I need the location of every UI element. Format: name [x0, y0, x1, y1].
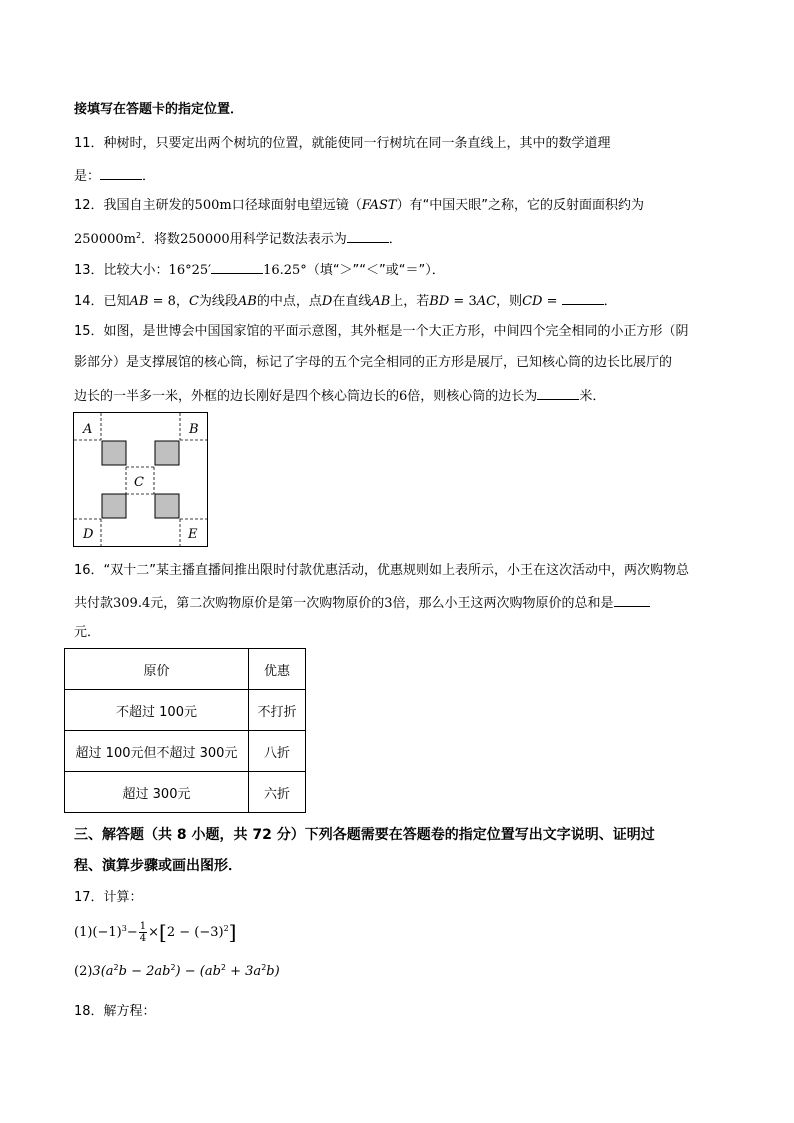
q14-q: = [542, 294, 562, 309]
q14-e: 为线段 [198, 294, 238, 309]
table-row [65, 772, 306, 813]
core-tube-bottom-left [102, 494, 126, 518]
label-b: B [189, 422, 199, 437]
q17-p2-s3: 2 [220, 963, 226, 972]
q14-d: C [188, 294, 199, 309]
table-cell: 不打折 [249, 690, 306, 731]
q14-n: AC [476, 294, 497, 309]
q16-line3: 元． [74, 625, 101, 640]
q11-line2 [74, 166, 155, 186]
q14-p: CD [522, 294, 543, 309]
q15-text-a: 边长的一半多一米，外框的边长刚好是四个核心筒边长的 [74, 389, 400, 404]
fraction-denominator: 4 [139, 933, 147, 944]
q14-c: = 8， [148, 294, 189, 309]
q18-title: 18．解方程： [74, 1004, 156, 1019]
q14-g: 的中点，点 [256, 294, 322, 309]
table-cell: 六折 [249, 772, 306, 813]
q16-answer-blank [614, 593, 650, 607]
q12-text-e: ）有“中国天眼”之称，它的反射面面积约为 [396, 198, 645, 213]
q14-b: AB [129, 294, 149, 309]
q17-p1-minus: − [126, 925, 138, 940]
table-header-discount: 优惠 [249, 649, 306, 690]
core-tube-top-right [155, 441, 179, 465]
q17-p2-c: ) − (ab [175, 964, 221, 979]
q17-p1-fraction [139, 921, 147, 944]
core-tube-bottom-right [155, 494, 179, 518]
table-header-row [65, 649, 306, 690]
q14-a: 14．已知 [74, 294, 130, 309]
q12-number: 250000 [180, 232, 230, 247]
q14-m: = 3 [449, 294, 477, 309]
q16-multiple: 3 [384, 596, 393, 611]
q17-part2 [74, 963, 280, 981]
q15-text-d: 米． [579, 389, 606, 404]
q13-text-a: 13．比较大小： [74, 263, 169, 278]
q12-text-b: ．将数 [141, 232, 181, 247]
q17-p2-a: 3(a [92, 964, 114, 979]
q17-p1-term: (−1) [92, 925, 122, 940]
q14-k: 上，若 [390, 294, 430, 309]
q17-p2-s1: 2 [113, 963, 119, 972]
q16-line2 [74, 593, 650, 613]
q14-f: AB [237, 294, 257, 309]
q15-line1: 15．如图，是世博会中国国家馆的平面示意图，其外框是一个大正方形，中间四个完全相同的小正方形（阴 [74, 324, 689, 339]
q12-line1 [74, 197, 644, 215]
q11-answer-blank [100, 166, 142, 180]
q15-answer-blank [537, 386, 579, 400]
expo-pavilion-figure [73, 412, 209, 548]
q14-h: D [321, 294, 333, 309]
q12-area: 250000m [74, 232, 136, 247]
q17-p1-inner: 2 − (−3) [166, 925, 224, 940]
q12-text-e2: ． [388, 232, 402, 247]
fraction-numerator: 1 [139, 921, 147, 932]
q13-right-value: 16.25° [263, 263, 307, 278]
q11-suffix: ． [142, 169, 156, 184]
q17-p2-d: + 3a [226, 964, 262, 979]
table-cell: 超过 300元 [65, 772, 249, 813]
q11-line1: 11．种树时，只要定出两个树坑的位置，就能使同一行树坑在同一条直线上，其中的数学道理 [74, 136, 611, 151]
discount-table [64, 648, 306, 813]
label-e: E [188, 527, 198, 542]
q17-p1-exp2: 2 [223, 924, 229, 933]
q14-o: ，则 [496, 294, 523, 309]
q12-text-c: 口径球面射电望远镜（ [231, 198, 362, 213]
q13-left-value: 16°25′ [168, 263, 212, 278]
q13-answer-blank [211, 260, 263, 274]
section3-line1: 三、解答题（共 8 小题，共 72 分）下列各题需要在答题卷的指定位置写出文字说明、证明过 [74, 827, 655, 843]
q14-line [74, 291, 617, 311]
q14-j: AB [371, 294, 391, 309]
q14-answer-blank [562, 291, 604, 305]
q17-p2-e: b) [266, 964, 280, 979]
q17-p1-left-bracket: [ [159, 920, 167, 944]
q17-part1 [74, 921, 236, 944]
label-c: C [134, 475, 144, 490]
q16-text-a: 共付款 [74, 596, 114, 611]
q17-p2-label: (2) [74, 964, 93, 979]
q14-l: BD [429, 294, 450, 309]
intro-line: 接填写在答题卡的指定位置． [74, 102, 244, 117]
table-cell: 八折 [249, 731, 306, 772]
q13-line [74, 260, 445, 280]
q12-text-a: 12．我国自主研发的 [74, 198, 195, 213]
q17-title: 17．计算： [74, 890, 143, 905]
q16-total-paid: 309.4 [113, 596, 151, 611]
q17-p2-s4: 2 [261, 963, 267, 972]
table-cell: 不超过 100元 [65, 690, 249, 731]
q17-p1-right-bracket: ] [228, 920, 237, 944]
table-row [65, 731, 306, 772]
table-header-original-price: 原价 [65, 649, 249, 690]
q12-500m: 500m [194, 198, 232, 213]
q12-text-d: 用科学记数法表示为 [229, 232, 347, 247]
q15-text-c: 倍，则核心筒的边长为 [407, 389, 538, 404]
table-row [65, 690, 306, 731]
q16-text-e: 倍，那么小王这两次购物原价的总和是 [392, 596, 614, 611]
q14-r: ． [603, 294, 617, 309]
q16-line1: 16．“双十二”某主播直播间推出限时付款优惠活动，优惠规则如上表所示，小王在这次活动中，两次购物总 [74, 563, 690, 578]
core-tube-top-left [102, 441, 126, 465]
q12-area-sup: 2 [135, 231, 142, 240]
q12-line2 [74, 229, 402, 249]
q17-p2-b: b − 2ab [118, 964, 171, 979]
q15-num-6: 6 [399, 389, 408, 404]
section3-line2: 程、演算步骤或画出图形． [74, 858, 242, 874]
q16-text-c: 元，第二次购物原价是第一次购物原价的 [150, 596, 385, 611]
label-d: D [83, 527, 94, 542]
q14-i: 在直线 [332, 294, 372, 309]
q12-answer-blank [347, 229, 389, 243]
table-cell: 超过 100元但不超过 300元 [65, 731, 249, 772]
q17-p1-exp1: 3 [121, 924, 127, 933]
label-a: A [83, 422, 93, 437]
q11-prefix: 是： [74, 169, 101, 184]
q15-line3 [74, 386, 605, 406]
q15-line2: 影部分）是支撑展馆的核心筒，标记了字母的五个完全相同的正方形是展厅，已知核心筒的边长比展厅的 [74, 355, 673, 370]
q13-text-d: （填“＞”“＜”或“＝”）． [306, 263, 445, 278]
q17-p1-label: (1) [74, 925, 93, 940]
q17-p1-times: × [148, 925, 160, 940]
q17-p2-s2: 2 [170, 963, 176, 972]
q12-fast: FAST [361, 198, 397, 213]
